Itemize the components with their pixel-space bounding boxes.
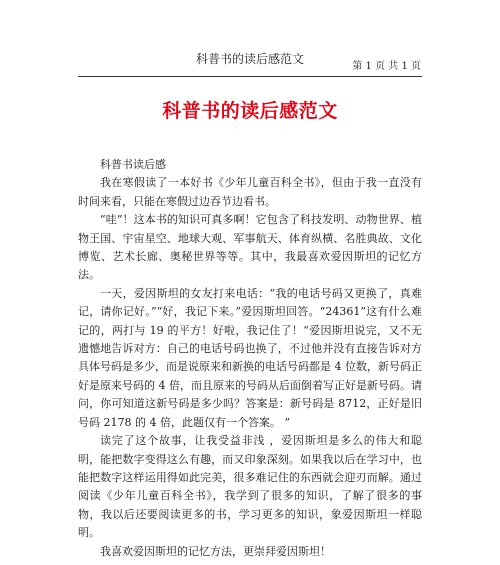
paragraph: 一天，爱因斯坦的女友打来电话：“我的电话号码又更换了，真难记，请你记好。”“好，我记下来。”爱因斯坦回答。“24361”这有什么难记的，两打与 19 的平方！好啦，我记住了！“爱因斯坦说完，又不无遗憾地告诉对方：自己的电话号码也换了，不过他并没有直接告诉对方具体号码是多少，而是说原来和新换的电话号码都是 4 位数，新号码正好是原来号码的 4 倍，而且原来的号码从后面倒着写正好是新号码。请问，你可知道这新号码是多少吗？答案是：新号码是 8712，正好是旧号码 2178 的 4 倍，此题仅有一个答案。 ” — [78, 286, 422, 429]
document-title: 科普书的读后感范文 — [162, 100, 338, 122]
running-header-title: 科普书的读后感范文 — [195, 52, 304, 66]
page-number-indicator: 第 1 页 共 1 页 — [352, 61, 421, 72]
paragraph: “哇”！这本书的知识可真多啊！它包含了科技发明、动物世界、植物王国、宇宙星空、地球大观、军事航天、体育纵横、名胜典故、文化博览、艺术长廊、奥秘世界等等。其中，我最喜欢爱因斯坦的记忆方法。 — [78, 213, 422, 282]
header-divider — [78, 76, 422, 77]
document-body — [78, 156, 422, 561]
paragraph: 我在寒假读了一本好书《少年儿童百科全书》，但由于我一直没有时间来看，只能在寒假过边吞节边看书。 — [78, 176, 422, 208]
paragraph: 读完了这个故事，让我受益非浅 ，爱因斯坦是多么的伟大和聪明，能把数字变得这么有趣，而又印象深刻。如果我以后在学习中，也能把数字这样运用得如此完美，很多难记住的东西就会迎刃而解。通过阅读《少年儿童百科全书》，我学到了很多的知识，了解了很多的事物，我以后还要阅读更多的书，学习更多的知识，象爱因斯坦一样聪明。 — [78, 434, 422, 540]
paragraph: 我喜欢爱因斯坦的记忆方法，更崇拜爱因斯坦！ — [100, 544, 331, 558]
paragraph-subtitle: 科普书读后感 — [100, 158, 166, 171]
